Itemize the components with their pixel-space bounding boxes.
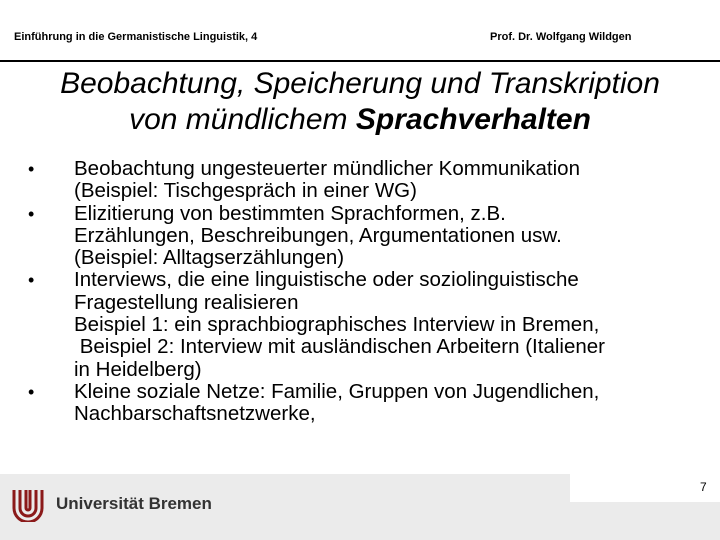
bullet-line: Kleine soziale Netze: Familie, Gruppen von Jugendlichen, (74, 379, 600, 403)
bullet-item (28, 158, 708, 203)
header-divider (0, 60, 720, 62)
slide-title-line2 (0, 102, 720, 138)
bullet-line: Nachbarschaftsnetzwerke, (74, 402, 316, 426)
bullet-icon: • (28, 203, 35, 224)
bullet-line: (Beispiel: Alltagserzählungen) (74, 246, 345, 270)
slide-title-line1: Beobachtung, Speicherung und Transkription (60, 67, 660, 100)
bullet-list (28, 158, 708, 426)
bullet-line: Erzählungen, Beschreibungen, Argumentationen usw. (74, 223, 562, 247)
bullet-icon: • (28, 270, 35, 291)
bullet-line: Beispiel 1: ein sprachbiographisches Interview in Bremen, (74, 313, 600, 337)
header-course-title: Einführung in die Germanistische Linguistik, 4 (14, 31, 258, 43)
bullet-line: (Beispiel: Tischgespräch in einer WG) (74, 179, 417, 203)
slide-title (0, 66, 720, 138)
footer-page-area (570, 474, 720, 502)
slide-title-line2-normal: von mündlichem (129, 103, 356, 136)
slide-title-line2-bold: Sprachverhalten (355, 103, 591, 136)
bullet-icon: • (28, 159, 35, 179)
bullet-line: in Heidelberg) (74, 357, 202, 381)
bullet-line: Beispiel 2: Interview mit ausländischen Arbeitern (Italiener (74, 335, 605, 359)
bullet-line: Beobachtung ungesteuerter mündlicher Kommunikation (74, 157, 580, 180)
bullet-item (28, 381, 708, 426)
bullet-line: Fragestellung realisieren (74, 290, 299, 314)
bullet-line: Elizitierung von bestimmten Sprachformen, z.B. (74, 201, 506, 225)
bullet-item (28, 203, 708, 270)
university-name: Universität Bremen (56, 494, 212, 513)
bullet-icon: • (28, 381, 35, 402)
bullet-item (28, 269, 708, 380)
page-number: 7 (700, 480, 707, 494)
university-bremen-logo-icon (10, 486, 46, 522)
header-author: Prof. Dr. Wolfgang Wildgen (490, 31, 632, 43)
bullet-line: Interviews, die eine linguistische oder soziolinguistische (74, 268, 579, 292)
